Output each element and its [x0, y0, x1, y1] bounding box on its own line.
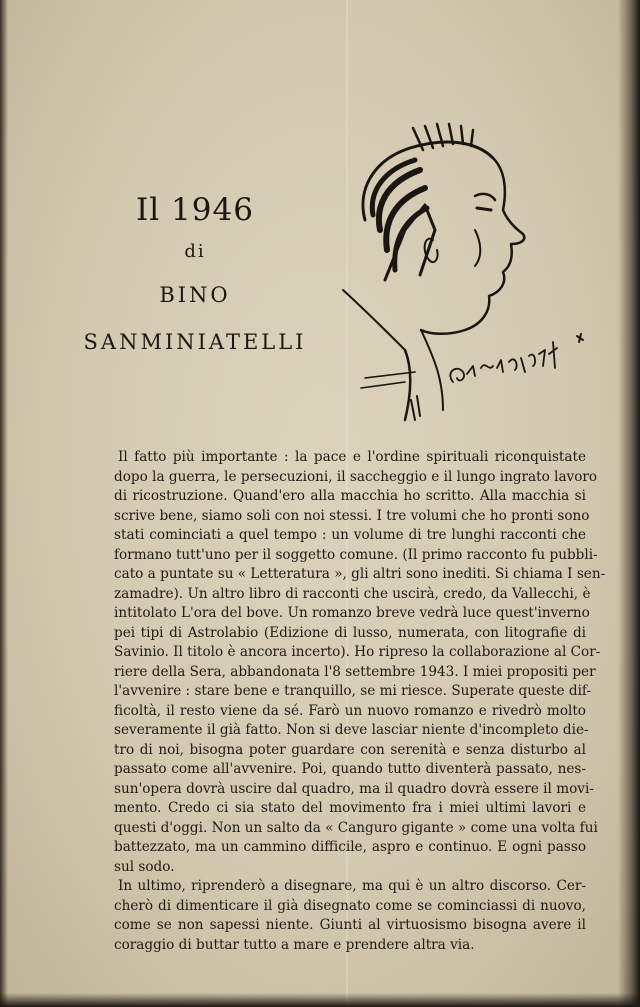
- page-bottom-shadow: [0, 993, 640, 1007]
- eye-stroke: [475, 194, 495, 200]
- paragraph-1: [114, 448, 606, 877]
- article-title: Il 1946: [136, 192, 254, 228]
- collar-stroke: [411, 396, 420, 420]
- text-line: formano tutt'uno per il soggetto comune. (Il primo racconto fu pubbli-: [114, 546, 598, 563]
- text-line: come se non sapessi niente. Giunti al virtuosismo bisogna avere il: [114, 917, 586, 933]
- text-line: severamente il già fatto. Non si deve lasciar niente d'incompleto die-: [114, 722, 589, 738]
- article-title-block: [70, 190, 320, 356]
- text-line: Savinio. Il titolo è ancora incerto). Ho ripreso la collaborazione al Cor-: [114, 644, 601, 660]
- text-line: questi d'oggi. Non un salto da « Canguro gigante » come una volta fui: [114, 819, 598, 836]
- text-line: tro di noi, bisogna poter guardare con serenità e senza disturbo al: [114, 741, 586, 758]
- hair-hatching: [413, 124, 473, 150]
- text-line: cherò di dimenticare il già disegnato come se cominciassi di nuovo,: [114, 897, 586, 914]
- neck-stroke: [343, 290, 405, 350]
- hair-stroke: [386, 188, 425, 250]
- text-line: dopo la guerra, le persecuzioni, il saccheggio e il lungo ingrato lavoro: [114, 468, 598, 485]
- title-connector: di: [184, 241, 206, 262]
- collar-stroke: [361, 372, 415, 388]
- page-left-shadow: [0, 0, 8, 1007]
- author-first-name: BINO: [159, 283, 231, 307]
- portrait-sketch: [325, 110, 615, 430]
- text-line: mento. Credo ci sia stato del movimento fra i miei ultimi lavori e: [114, 800, 586, 816]
- author-last-name: SANMINIATELLI: [83, 330, 307, 354]
- text-line: pei tipi di Astrolabio (Edizione di lusso, numerata, con litografie di: [114, 624, 586, 641]
- text-line: stati cominciati a quel tempo : un volume di tre lunghi racconti che: [114, 527, 586, 543]
- text-line: l'avvenire : stare bene e tranquillo, se mi riesce. Superate queste dif-: [114, 683, 592, 699]
- face-profile: [421, 158, 524, 334]
- hair-stroke: [395, 208, 427, 270]
- text-line: battezzato, ma un cammino difficile, aspro e continuo. E ogni passo: [114, 839, 586, 855]
- article-body: [114, 448, 606, 955]
- signature-scrawl: [450, 342, 557, 382]
- text-line: zamadre). Un altro libro di racconti che uscirà, credo, da Vallecchi, è: [114, 585, 591, 602]
- text-line: scrive bene, siamo soli con noi stessi. I tre volumi che ho pronti sono: [114, 507, 590, 524]
- text-line: cato a puntate su « Letteratura », gli altri sono inediti. Si chiama I sen-: [114, 566, 606, 582]
- text-line: passato come all'avvenire. Poi, quando tutto diventerà passato, nes-: [114, 761, 586, 777]
- text-line: ficoltà, il resto viene da sé. Farò un nuovo romanzo e rivedrò molto: [114, 702, 586, 719]
- text-line: coraggio di buttar tutto a mare e prendere altra via.: [114, 936, 475, 953]
- text-line: intitolato L'ora del bove. Un romanzo breve vedrà luce quest'inverno: [114, 605, 590, 621]
- signature-mark: [577, 334, 583, 342]
- collar-stroke: [405, 350, 410, 420]
- text-line: In ultimo, riprenderò a disegnare, ma qui è un altro discorso. Cer-: [118, 878, 586, 894]
- text-line: sun'opera dovrà uscire dal quadro, ma il quadro dovrà essere il movi-: [114, 780, 594, 797]
- text-line: Il fatto più importante : la pace e l'ordine spirituali riconquistate: [118, 449, 586, 465]
- text-line: riere della Sera, abbandonata l'8 settembre 1943. I miei propositi per: [114, 663, 596, 680]
- cheek-stroke: [475, 230, 480, 266]
- text-line: sul sodo.: [114, 858, 175, 875]
- eye-stroke: [477, 208, 491, 210]
- page-right-shadow: [618, 0, 640, 1007]
- text-line: di ricostruzione. Quand'ero alla macchia ho scritto. Alla macchia si: [114, 488, 586, 504]
- collar-stroke: [421, 330, 443, 410]
- paragraph-2: [114, 877, 586, 955]
